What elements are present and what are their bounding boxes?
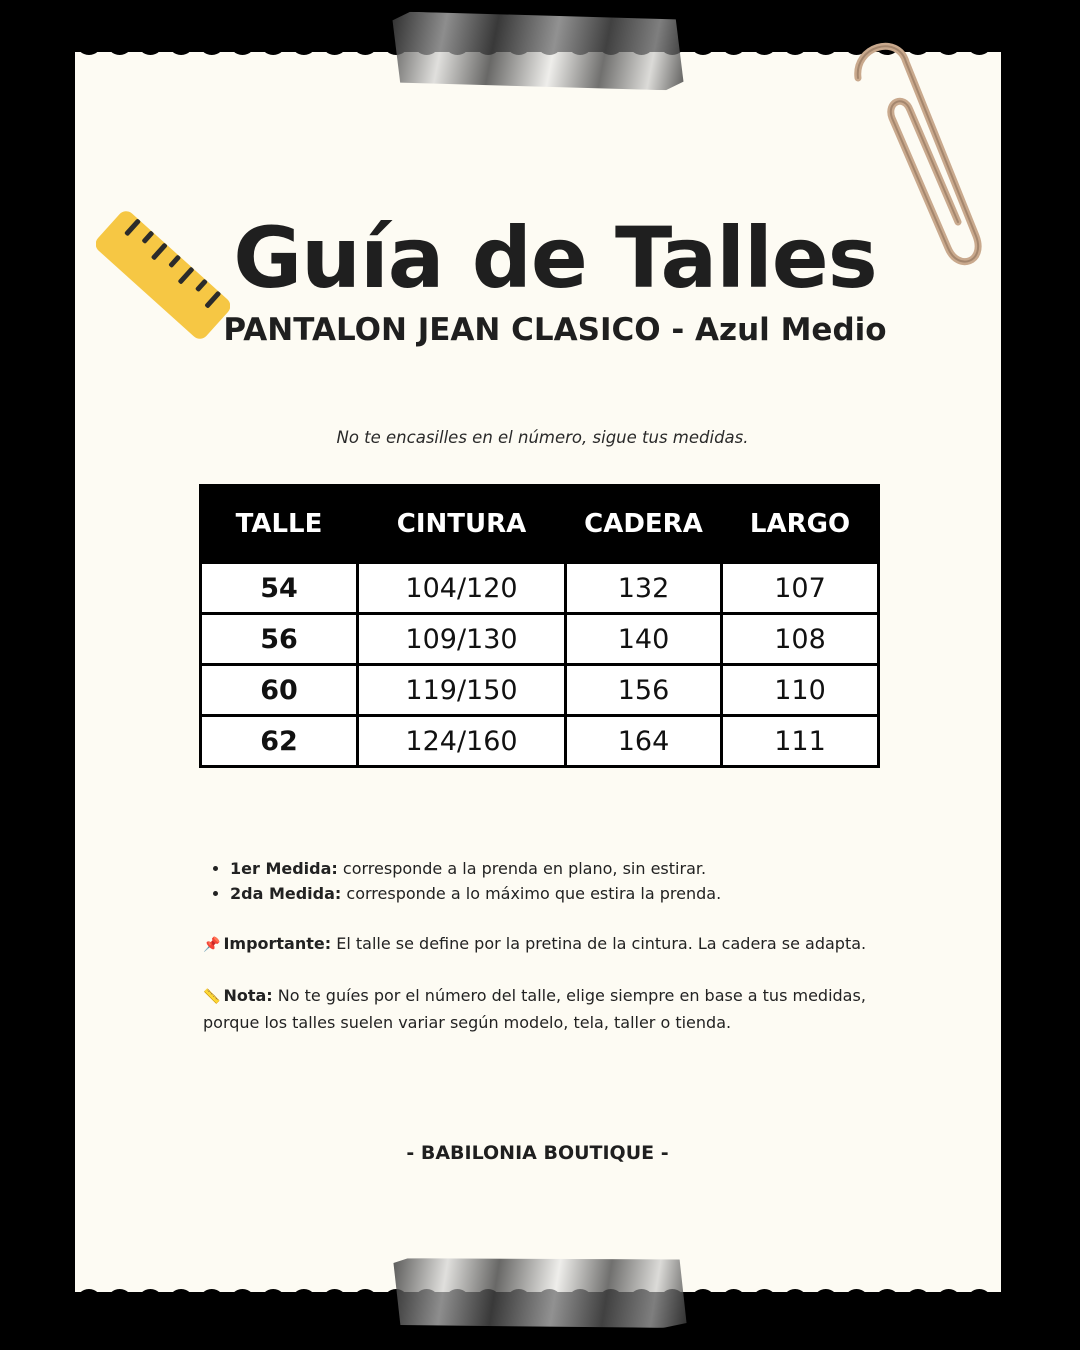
measure-list (203, 856, 903, 906)
important-text: El talle se define por la pretina de la cintura. La cadera se adapta. (331, 934, 867, 953)
list-item (230, 881, 903, 906)
cell-largo: 108 (722, 614, 879, 665)
brand-footer: - BABILONIA BOUTIQUE - (406, 1142, 669, 1164)
list-item (230, 856, 903, 881)
cell-talle: 56 (201, 614, 358, 665)
tape-bottom (393, 1253, 686, 1332)
note-text: No te guíes por el número del talle, elige siempre en base a tus medidas, porque los talles suelen variar según modelo, tela, taller o tienda. (203, 986, 866, 1032)
note-label: Nota: (223, 986, 273, 1005)
cell-largo: 110 (722, 665, 879, 716)
table-row (201, 716, 879, 767)
general-note (203, 983, 903, 1035)
page-title: Guía de Talles (233, 209, 877, 307)
table-row (201, 563, 879, 614)
bullet-label: 1er Medida: (230, 859, 338, 878)
cell-cintura: 104/120 (358, 563, 566, 614)
cell-talle: 62 (201, 716, 358, 767)
important-label: Importante: (223, 934, 332, 953)
cell-cintura: 124/160 (358, 716, 566, 767)
important-note (203, 931, 903, 958)
cell-cadera: 140 (566, 614, 722, 665)
header-cintura: CINTURA (358, 486, 566, 563)
cell-largo: 107 (722, 563, 879, 614)
cell-cintura: 109/130 (358, 614, 566, 665)
product-subtitle: PANTALON JEAN CLASICO - Azul Medio (223, 312, 887, 348)
header-cadera: CADERA (566, 486, 722, 563)
table-row (201, 665, 879, 716)
bullet-label: 2da Medida: (230, 884, 342, 903)
header-largo: LARGO (722, 486, 879, 563)
tape-top (391, 11, 684, 90)
size-table (199, 484, 880, 768)
cell-cadera: 156 (566, 665, 722, 716)
table-header-row (201, 486, 879, 563)
cell-talle: 54 (201, 563, 358, 614)
table-row (201, 614, 879, 665)
cell-cintura: 119/150 (358, 665, 566, 716)
bullet-text: corresponde a lo máximo que estira la prenda. (341, 884, 722, 903)
tagline: No te encasilles en el número, sigue tus medidas. (336, 428, 749, 447)
cell-cadera: 132 (566, 563, 722, 614)
bullet-text: corresponde a la prenda en plano, sin estirar. (337, 859, 707, 878)
cell-cadera: 164 (566, 716, 722, 767)
ruler-emoji-icon: 📏 (203, 989, 221, 1005)
notes-section (203, 856, 903, 1035)
pushpin-icon: 📌 (203, 937, 221, 953)
header-talle: TALLE (201, 486, 358, 563)
cell-talle: 60 (201, 665, 358, 716)
cell-largo: 111 (722, 716, 879, 767)
